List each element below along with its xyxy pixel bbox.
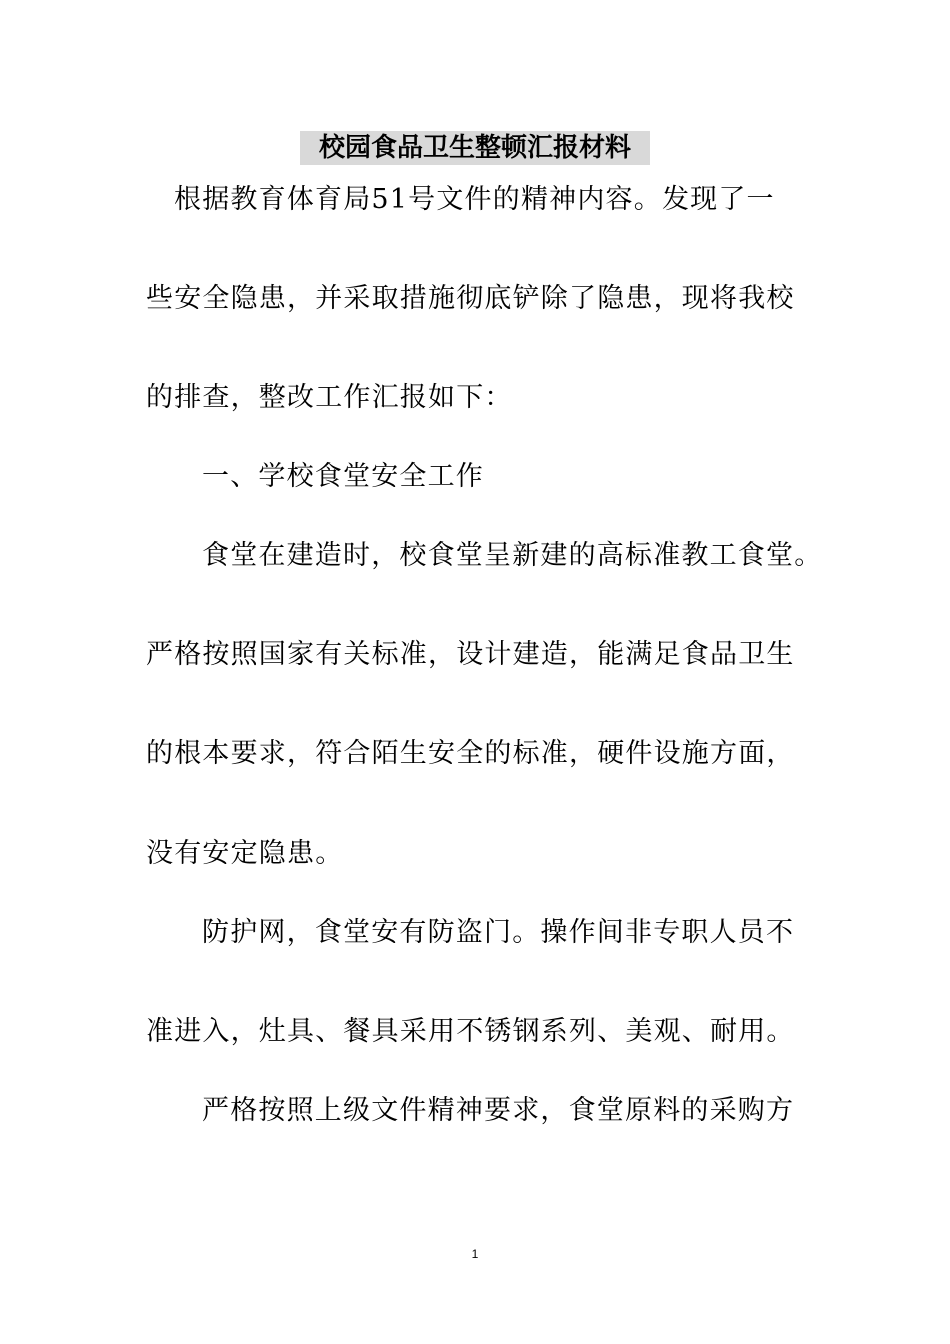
paragraph-line: 些安全隐患，并采取措施彻底铲除了隐患，现将我校: [146, 283, 795, 314]
paragraph-line: 防护网，食堂安有防盗门。操作间非专职人员不: [202, 917, 795, 948]
paragraph-line: 没有安定隐患。: [146, 838, 344, 869]
page-number: 1: [471, 1247, 479, 1261]
paragraph-line: 的根本要求，符合陌生安全的标准，硬件设施方面，: [146, 738, 795, 769]
section-heading: 一、学校食堂安全工作: [202, 461, 484, 492]
paragraph-line: 严格按照国家有关标准，设计建造，能满足食品卫生: [146, 639, 795, 670]
document-title: 校园食品卫生整顿汇报材料: [300, 131, 650, 165]
paragraph-line: 的排查，整改工作汇报如下：: [146, 382, 513, 413]
paragraph-line: 根据教育体育局51号文件的精神内容。发现了一: [174, 184, 775, 215]
paragraph-line: 食堂在建造时，校食堂呈新建的高标准教工食堂。: [202, 540, 823, 571]
paragraph-line: 严格按照上级文件精神要求，食堂原料的采购方: [202, 1095, 795, 1126]
paragraph-line: 准进入，灶具、餐具采用不锈钢系列、美观、耐用。: [146, 1016, 795, 1047]
